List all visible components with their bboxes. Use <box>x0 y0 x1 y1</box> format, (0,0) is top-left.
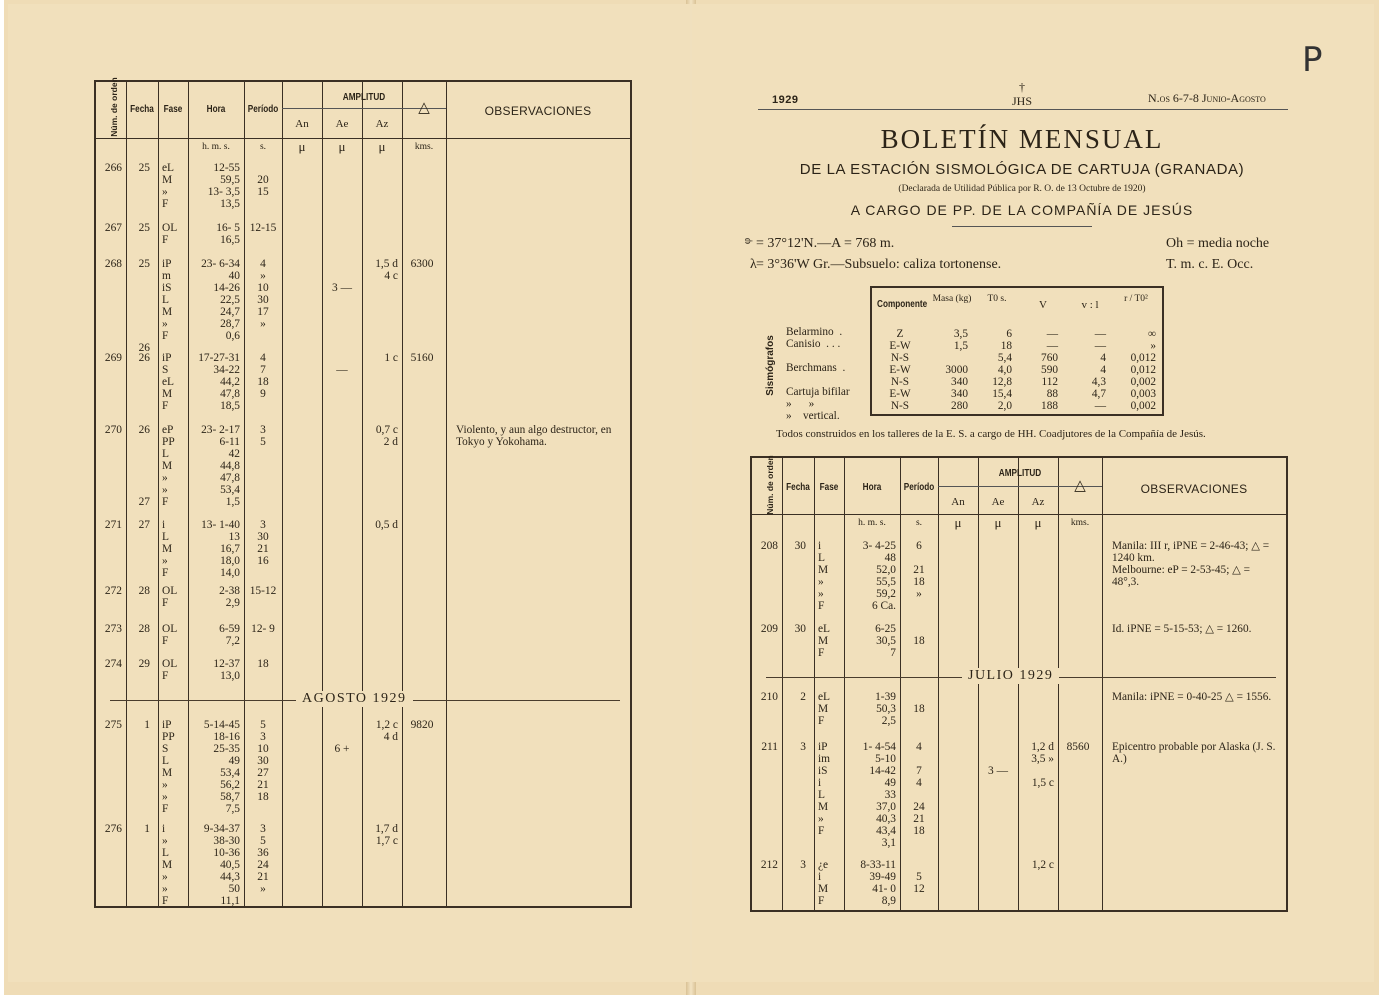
cell-num: 209 <box>760 623 778 635</box>
cell-periodo: 6 21 18 » <box>913 540 925 600</box>
inst-r: ∞ » 0,012 0,012 0,002 0,003 0,002 <box>1130 328 1156 412</box>
cell-hora: 5-14-45 18-16 25-35 49 53,4 56,2 58,7 7,5 <box>203 719 240 815</box>
cell-obs: Violento, y aun algo destructor, en Tokyo y Yokohama. <box>456 424 615 448</box>
cell-periodo: 18 <box>913 703 925 715</box>
inst-vl: — — 4 4 4,3 4,7 — <box>1091 328 1106 412</box>
cell-fase: OL F <box>162 585 178 609</box>
r-col-amplitud-header: AMPLITUD <box>998 468 1042 479</box>
cell-fecha: 26 27 <box>138 424 150 508</box>
geo-phi: φ <box>741 237 754 245</box>
cell-num: 208 <box>760 540 778 552</box>
bulletin-title: BOLETÍN MENSUAL <box>880 124 1164 154</box>
cell-hora: 3- 4-25 48 52,0 55,5 59,2 6 Ca. <box>862 540 896 612</box>
cell-fecha: 1 <box>144 719 150 731</box>
cell-dist: 8560 <box>1066 741 1090 753</box>
unit-az: μ <box>378 139 386 154</box>
cell-fase: OL F <box>162 222 178 246</box>
cell-az: 1,2 c <box>1031 859 1054 871</box>
cell-num: 210 <box>760 691 778 703</box>
cell-fecha: 3 <box>800 741 806 753</box>
r-unit-az: μ <box>1034 515 1042 530</box>
cell-fecha: 27 <box>138 519 150 531</box>
inst-t0: 6 18 5,4 4,0 12,8 15,4 2,0 <box>992 328 1012 412</box>
r-col-num-header: Núm. de orden <box>764 455 775 515</box>
cell-fase: OL F <box>162 623 178 647</box>
cell-hora: 12-37 13,0 <box>213 658 240 682</box>
cell-periodo: 15-12 <box>249 585 277 597</box>
cell-num: 272 <box>104 585 122 597</box>
header-issue: N.os 6-7-8 Junio-Agosto <box>1148 91 1266 105</box>
cell-hora: 17-27-31 34-22 44,2 47,8 18,5 <box>198 352 240 412</box>
month-separator: AGOSTO 1929 <box>296 691 413 707</box>
header-rule <box>758 109 1288 110</box>
cell-periodo: 4 7 4 24 21 18 <box>913 741 925 837</box>
inst-h-masa: Masa (kg) <box>932 294 972 304</box>
cell-num: 273 <box>104 623 122 635</box>
cell-num: 267 <box>104 222 122 234</box>
cell-num: 212 <box>760 859 778 871</box>
col-periodo-header: Período <box>247 104 279 115</box>
cell-periodo: 3 30 21 16 <box>257 519 269 567</box>
cell-periodo: 4 7 18 9 <box>257 352 269 400</box>
cell-obs: Manila: iPNE = 0-40-25 △ = 1556. <box>1112 691 1272 703</box>
cell-num: 275 <box>104 719 122 731</box>
declared-line: (Declarada de Utilidad Pública por R. O. de 13 Octubre de 1920) <box>898 184 1146 194</box>
cell-fase: iP im iS i L M » F <box>818 741 831 837</box>
cell-ae: — <box>336 364 348 376</box>
cell-num: 269 <box>104 352 122 364</box>
cell-az: 0,5 d <box>375 519 398 531</box>
r-col-hora-header: Hora <box>862 482 882 493</box>
cell-periodo: 12-15 <box>249 222 277 234</box>
cell-obs: Manila: III r, iPNE = 2-46-43; △ = 1240 km. Melbourne: eP = 2-53-45; △ = 48°,3. <box>1112 540 1270 588</box>
cell-fecha: 25 26 <box>138 258 150 354</box>
left-page <box>8 4 690 982</box>
cell-fase: iP S eL M F <box>162 352 175 412</box>
seismographs-label: Sismógrafos <box>764 335 776 396</box>
cell-fase: eL M F <box>818 623 831 659</box>
r-unit-hora: h. m. s. <box>858 518 886 528</box>
cell-fecha: 29 <box>138 658 150 670</box>
geo-lambda: λ <box>750 257 757 272</box>
cell-fase: eL M F <box>818 691 831 727</box>
inst-h-comp: Componente <box>877 299 928 310</box>
bulletin-subtitle: DE LA ESTACIÓN SISMOLÓGICA DE CARTUJA (GRANADA) <box>799 161 1245 178</box>
r-col-obs-header: OBSERVACIONES <box>1140 482 1248 496</box>
cell-fecha: 28 <box>138 585 150 597</box>
cell-num: 274 <box>104 658 122 670</box>
r-col-an-header: An <box>951 496 965 508</box>
col-num-header: Núm. de orden <box>108 77 119 137</box>
geo-lat: = 37°12'N.—A = 768 m. <box>756 236 895 251</box>
cell-num: 271 <box>104 519 122 531</box>
cell-fase: i L M » » F <box>818 540 829 612</box>
cell-ae: 3 — <box>332 282 352 294</box>
cell-hora: 9-34-37 38-30 10-36 40,5 44,3 50 11,1 <box>203 823 240 907</box>
r-col-az-header: Az <box>1031 496 1045 508</box>
col-hora-header: Hora <box>206 104 226 115</box>
inst-comp: Z E-W N-S E-W N-S E-W N-S <box>889 328 911 412</box>
cell-fase: eP PP L M » » F <box>162 424 175 508</box>
cell-fase: i » L M » » F <box>162 823 173 907</box>
cell-hora: 1-39 50,3 2,5 <box>875 691 896 727</box>
inst-h-r: r / T0² <box>1124 294 1148 304</box>
cell-fase: i L M » F <box>162 519 173 579</box>
cell-fase: eL M » F <box>162 162 175 210</box>
unit-hora: h. m. s. <box>202 142 230 152</box>
geo-lon: = 3°36'W Gr.—Subsuelo: caliza tortonense. <box>756 257 1002 272</box>
cell-az: 1,2 d 3,5 » 1,5 c <box>1031 741 1054 789</box>
cell-periodo: 18 <box>913 635 925 647</box>
cell-hora: 16- 5 16,5 <box>216 222 240 246</box>
cell-num: 276 <box>104 823 122 835</box>
cell-periodo: 5 3 10 30 27 21 18 <box>257 719 269 803</box>
construction-note: Todos construidos en los talleres de la E. S. a cargo de HH. Coadjutores de la Compañía de Jesús. <box>776 428 1206 440</box>
charge-line: A CARGO DE PP. DE LA COMPAÑÍA DE JESÚS <box>850 202 1194 218</box>
cell-periodo: 20 15 <box>257 174 269 198</box>
r-month-separator: JULIO 1929 <box>962 668 1059 684</box>
header-cross: † <box>1019 80 1025 94</box>
cell-fecha: 26 <box>138 352 150 364</box>
title-rule <box>952 226 1092 227</box>
r-unit-kms: kms. <box>1070 518 1090 528</box>
cell-fecha: 1 <box>144 823 150 835</box>
r-unit-ae: μ <box>994 515 1002 530</box>
cell-fase: ¿e i M F <box>818 859 829 907</box>
right-records-table <box>750 456 1288 912</box>
seismograph-names: Belarmino . Canisio . . . Berchmans . Cartuja bifilar » » » vertical. <box>786 326 850 422</box>
inst-h-vl: v : l <box>1081 299 1099 311</box>
cell-obs: Epicentro probable por Alaska (J. S. A.) <box>1112 741 1278 765</box>
cell-fecha: 3 <box>800 859 806 871</box>
cell-hora: 6-59 7,2 <box>219 623 240 647</box>
cell-hora: 1- 4-54 5-10 14-42 49 33 37,0 40,3 43,4 3,1 <box>862 741 896 849</box>
col-fase-header: Fase <box>163 104 183 115</box>
cell-num: 211 <box>761 741 778 753</box>
r-unit-an: μ <box>954 515 962 530</box>
unit-ae: μ <box>338 139 346 154</box>
instruments-table <box>870 286 1164 416</box>
geo-tmc: T. m. c. E. Occ. <box>1166 257 1254 272</box>
cell-fecha: 2 <box>800 691 806 703</box>
cell-hora: 2-38 2,9 <box>219 585 240 609</box>
delta-header: △ <box>418 98 430 116</box>
unit-periodo: s. <box>259 142 267 152</box>
cell-fase: OL F <box>162 658 178 682</box>
left-records-table <box>94 77 632 908</box>
cell-fecha: 25 <box>138 162 150 174</box>
cell-ae: 6 + <box>334 743 350 755</box>
r-unit-periodo: s. <box>915 518 923 528</box>
cell-az: 1,5 d 4 c <box>375 258 398 282</box>
unit-kms: kms. <box>414 142 434 152</box>
inst-h-t0: T0 s. <box>987 294 1007 304</box>
cell-hora: 6-25 30,5 7 <box>875 623 896 659</box>
col-fecha-header: Fecha <box>130 104 154 115</box>
cell-dist: 6300 <box>410 258 434 270</box>
unit-an: μ <box>298 139 306 154</box>
cell-hora: 23- 6-34 40 14-26 22,5 24,7 28,7 0,6 <box>201 258 240 342</box>
cell-num: 270 <box>104 424 122 436</box>
cell-hora: 13- 1-40 13 16,7 18,0 14,0 <box>201 519 240 579</box>
cell-ae: 3 — <box>988 765 1008 777</box>
cell-fase: iP m iS L M » F <box>162 258 173 342</box>
col-obs-header: OBSERVACIONES <box>484 104 592 118</box>
cell-periodo: 4 » 10 30 17 » <box>257 258 269 330</box>
cell-az: 1 c <box>384 352 398 364</box>
cell-periodo: 18 <box>257 658 269 670</box>
r-delta-header: △ <box>1074 476 1086 494</box>
cell-num: 268 <box>104 258 122 270</box>
cell-hora: 12-55 59,5 13- 3,5 13,5 <box>207 162 240 210</box>
pencil-mark: P <box>1302 40 1323 80</box>
r-col-fase-header: Fase <box>819 482 839 493</box>
r-col-ae-header: Ae <box>991 496 1005 508</box>
cell-az: 1,7 d 1,7 c <box>375 823 398 847</box>
inst-masa: 3,5 1,5 3000 340 340 280 <box>945 328 968 412</box>
cell-fase: iP PP S L M » » F <box>162 719 175 815</box>
cell-dist: 9820 <box>410 719 434 731</box>
col-ae-header: Ae <box>335 118 349 130</box>
geo-time: Oh = media noche <box>1166 236 1270 251</box>
cell-dist: 5160 <box>410 352 434 364</box>
inst-v: — — 760 590 112 88 188 <box>1041 328 1058 412</box>
cell-hora: 8-33-11 39-49 41- 0 8,9 <box>860 859 896 907</box>
cell-fecha: 25 <box>138 222 150 234</box>
cell-periodo: 3 5 <box>260 424 266 448</box>
right-page <box>692 4 1374 982</box>
cell-obs: Id. iPNE = 5-15-53; △ = 1260. <box>1112 623 1252 635</box>
inst-h-v: V <box>1039 299 1047 311</box>
cell-az: 1,2 c 4 d <box>375 719 398 743</box>
cell-fecha: 30 <box>794 540 806 552</box>
cell-az: 0,7 c 2 d <box>375 424 398 448</box>
cell-num: 266 <box>104 162 122 174</box>
col-amplitud-header: AMPLITUD <box>342 92 386 103</box>
header-jhs: JHS <box>1011 94 1032 108</box>
cell-periodo: 12- 9 <box>251 623 275 635</box>
r-col-periodo-header: Período <box>903 482 935 493</box>
cell-periodo: 5 12 <box>913 871 925 895</box>
cell-fecha: 28 <box>138 623 150 635</box>
cell-hora: 23- 2-17 6-11 42 44,8 47,8 53,4 1,5 <box>201 424 240 508</box>
cell-fecha: 30 <box>794 623 806 635</box>
col-an-header: An <box>295 118 309 130</box>
col-az-header: Az <box>375 118 389 130</box>
header-year: 1929 <box>772 94 799 106</box>
r-col-fecha-header: Fecha <box>786 482 810 493</box>
cell-periodo: 3 5 36 24 21 » <box>257 823 269 895</box>
